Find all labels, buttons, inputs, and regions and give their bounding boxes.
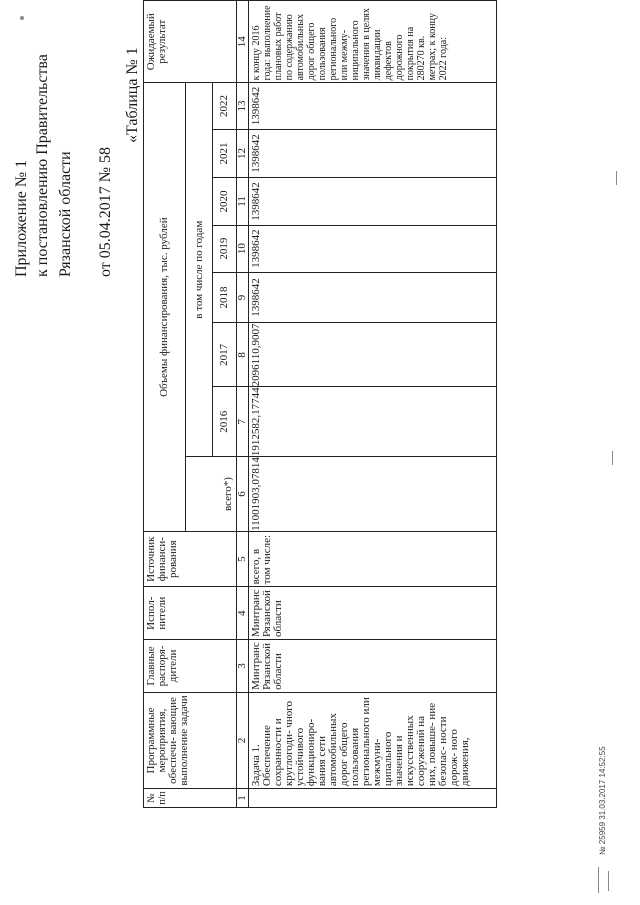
- funding-table: [143, 0, 497, 808]
- row-year-value: 1398642: [249, 83, 497, 129]
- column-number-row: [237, 1, 249, 808]
- row-managers: Минтранс Рязанской области: [249, 640, 497, 693]
- col-number: 13: [237, 83, 249, 129]
- header-num: № п/п: [144, 789, 237, 808]
- scan-mark: [612, 451, 613, 465]
- header-funding: Объемы финансирования, тыс. рублей: [144, 83, 186, 532]
- row-year-value: 1398642: [249, 272, 497, 323]
- row-year-value: 1398642: [249, 225, 497, 272]
- table-row: [249, 1, 497, 808]
- col-number: 1: [237, 789, 249, 808]
- col-number: 10: [237, 225, 249, 272]
- row-year-value: 2096110,9007: [249, 323, 497, 387]
- header-total: всего*): [186, 457, 237, 532]
- header-year: 2020: [213, 178, 237, 225]
- col-number: 11: [237, 178, 249, 225]
- scan-mark: [598, 867, 599, 893]
- col-number: 4: [237, 587, 249, 640]
- header-year: 2019: [213, 225, 237, 272]
- col-number: 12: [237, 129, 249, 178]
- row-result: к концу 2016 года: выполнение плановых работ по содержанию автомобильных дорог общего пользования регионального или межму- ниципального значения в целях ликвидации дефектов дорожного покрытия на 280270 кв. метрах; к концу 2022 года:: [249, 1, 497, 83]
- header-year: 2016: [213, 387, 237, 457]
- row-program: Задача 1. Обеспечение сохранности и круглогоди- чного устойчивого функциониро- вания сети автомобильных дорог общего пользования регионального или межмуни- ципального значения и искусственных сооружений на них, повыше- ние безопас- ности дорож- ного движения,: [249, 692, 497, 788]
- resolution-line: к постановлению Правительства: [34, 54, 51, 277]
- header-year: 2021: [213, 129, 237, 178]
- row-year-value: 1912582,17744: [249, 387, 497, 457]
- date-line: от 05.04.2017 № 58: [97, 146, 114, 277]
- region-line: Рязанской области: [57, 151, 74, 277]
- header-year: 2022: [213, 83, 237, 129]
- scan-mark: [616, 171, 617, 185]
- appendix-line: Приложение № 1: [13, 159, 30, 277]
- header-program: Программные мероприятия, обеспечи- вающие выполнение задачи: [144, 692, 237, 788]
- header-year: 2017: [213, 323, 237, 387]
- header-result: Ожидаемый результат: [144, 1, 237, 83]
- table-caption: «Таблица № 1: [124, 47, 141, 143]
- row-num: [249, 789, 497, 808]
- col-number: 6: [237, 457, 249, 532]
- col-number: 3: [237, 640, 249, 693]
- row-executors: Минтранс Рязанской области: [249, 587, 497, 640]
- header-year: 2018: [213, 272, 237, 323]
- row-total: 11001903,07814: [249, 457, 497, 532]
- row-source: всего, в том числе:: [249, 531, 497, 586]
- col-number: 7: [237, 387, 249, 457]
- col-number: 2: [237, 692, 249, 788]
- scan-mark: [608, 871, 609, 891]
- registration-stamp: № 25959 31.03.2017 14:52:55: [598, 746, 607, 855]
- col-number: 5: [237, 531, 249, 586]
- col-number: 9: [237, 272, 249, 323]
- row-year-value: 1398642: [249, 178, 497, 225]
- scan-mark: [20, 16, 24, 20]
- col-number: 8: [237, 323, 249, 387]
- row-year-value: 1398642: [249, 129, 497, 178]
- header-source: Источник финанси- рования: [144, 531, 237, 586]
- header-by-years: в том числе по годам: [186, 83, 213, 457]
- col-number: 14: [237, 1, 249, 83]
- header-executors: Испол- нители: [144, 587, 237, 640]
- header-managers: Главные распоря- дители: [144, 640, 237, 693]
